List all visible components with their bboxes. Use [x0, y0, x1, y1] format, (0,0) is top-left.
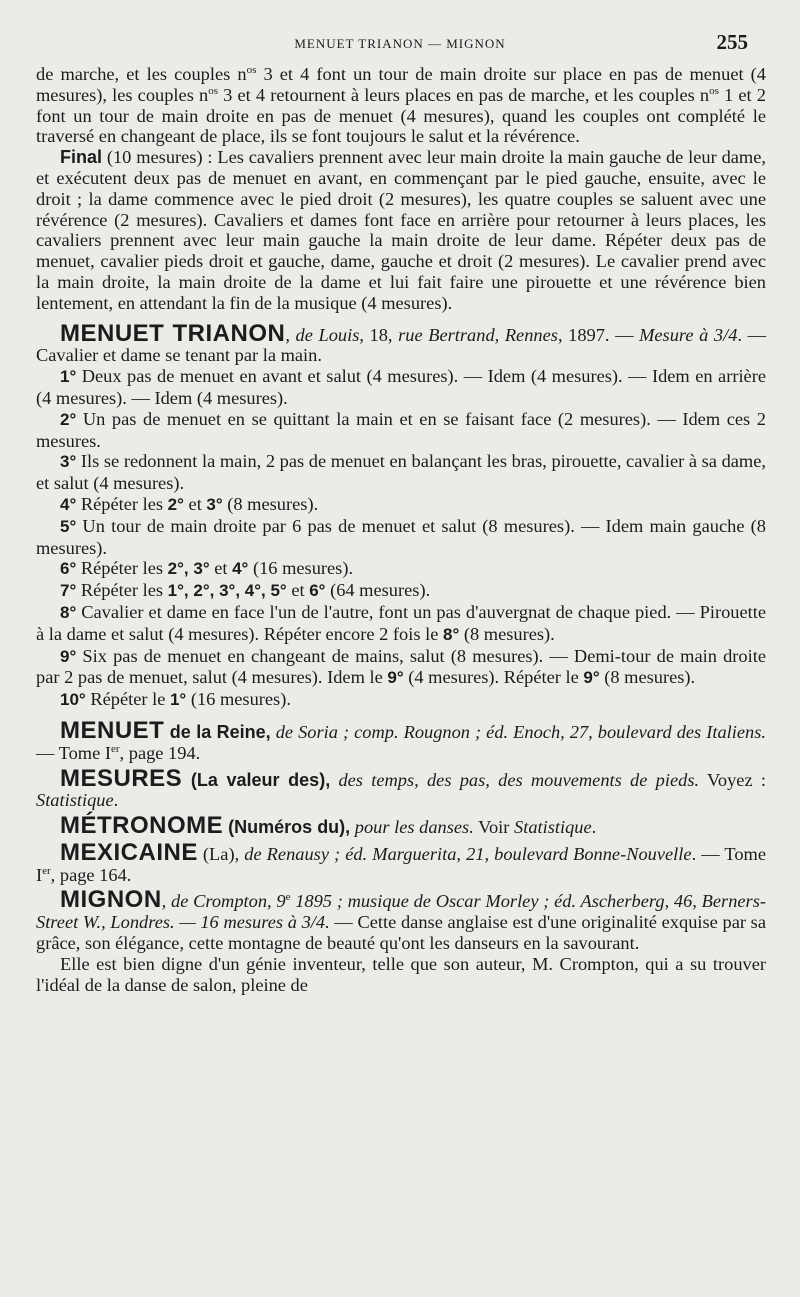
step-text: Deux pas de menuet en avant et salut (4 mesures). — Idem (4 mesures). — Idem en arrière (4 mesures). — Idem (4 mesures).	[36, 366, 766, 408]
step-text: (64 mesures).	[325, 580, 431, 601]
step-5	[36, 516, 766, 559]
intro-text: 3 et 4 retournent à leurs places en pas de marche, et les couples n	[217, 84, 710, 105]
step-7	[36, 580, 766, 602]
step-ref: 2°	[167, 494, 184, 514]
step-text: Répéter les	[76, 493, 168, 514]
step-text: (16 mesures).	[248, 558, 354, 579]
step-number: 10°	[60, 690, 86, 710]
final-label: Final	[60, 147, 103, 168]
superscript: os	[208, 84, 218, 97]
entry-measure: Mesure à 3/4	[639, 324, 738, 345]
step-ref: 4°	[232, 559, 249, 579]
step-text: et	[286, 580, 310, 601]
step-text: Un pas de menuet en se quittant la main et en se faisant face (2 mesures). — Idem ces 2 mesures.	[36, 408, 766, 451]
step-ref: 9°	[387, 668, 404, 688]
step-3	[36, 451, 766, 494]
step-text: Répéter les	[76, 558, 168, 579]
running-title: MENUET TRIANON — MIGNON	[294, 36, 506, 51]
step-number: 7°	[60, 581, 77, 601]
step-number: 5°	[60, 516, 77, 536]
superscript: er	[111, 742, 120, 755]
step-ref: 1°	[169, 690, 187, 710]
page-number: 255	[716, 30, 748, 54]
entry-text: .	[591, 817, 597, 838]
step-ref: 1°, 2°, 3°, 4°, 5°	[167, 581, 287, 601]
entry-title: MENUET TRIANON	[60, 319, 286, 347]
step-ref: 2°, 3°	[167, 559, 210, 579]
step-text: Ils se redonnent la main, 2 pas de menuet en balançant les bras, pirouette, cavalier à sa dame, et salut (4 mesures).	[36, 451, 766, 494]
step-text: Répéter le	[85, 689, 170, 710]
entry-text: Voyez :	[699, 769, 766, 790]
entry-text: Voir	[473, 817, 515, 838]
superscript: er	[42, 864, 51, 877]
superscript: e	[285, 891, 291, 904]
step-8	[36, 602, 766, 646]
page-body	[36, 64, 766, 995]
final-text: (10 mesures) : Les cavaliers prennent avec leur main droite la main gauche de leur dame, et exécutent deux pas de menuet en avant, en commençant par le pied gauche, ensuite, avec le droit ; la dame commence avec le pied droit (2 mesures), les quatre couples se saluent avec une révérence (2 mesures). Cavaliers et dames font face en arrière pour retourner à leurs places, les cavaliers prennent avec leur main gauche la main droite de leur dame. Répéter deux pas de menuet, cavalier pieds droit et gauche, dame, gauche et droit (2 mesures). Le cavalier prend avec la main droite, la main droite de la dame et lui fait faire une pirouette et une révérence bien lentement, en attendant la fin de la musique (4 mesures).	[36, 147, 766, 313]
entry-title: MENUET	[60, 716, 165, 744]
step-ref: 6°	[309, 581, 326, 601]
superscript: os	[709, 84, 719, 97]
mignon-paragraph: Elle est bien digne d'un génie inventeur, telle que son auteur, M. Crompton, qui a su trouver l'idéal de la danse de salon, pleine de	[36, 953, 766, 995]
entry-text: des temps, des pas, des mouvements de pieds.	[330, 769, 700, 790]
intro-text: 1 et 2 font un tour de main droite en pas de menuet (4 mesures), quand les couples ont complété le traversé en changeant de place, ils se font toujours le salut et la révérence.	[36, 84, 766, 147]
entry-title: MESURES	[60, 764, 183, 792]
step-text: (8 mesures).	[222, 493, 319, 514]
step-text: (4 mesures). Répéter le	[403, 667, 584, 688]
step-text: (16 mesures).	[186, 689, 291, 710]
step-text: et	[183, 493, 207, 514]
step-number: 8°	[60, 602, 77, 622]
entry-mesures	[36, 764, 766, 812]
step-number: 9°	[60, 646, 77, 666]
entry-text: — Cette danse anglaise est d'une originalité exquise par sa grâce, son élégance, cette montagne de beauté qu'ont les danseurs en la savourant.	[36, 912, 767, 954]
step-text: Répéter les	[76, 580, 168, 601]
step-6	[36, 558, 766, 580]
entry-text: . — Tome I	[36, 843, 766, 885]
step-text: (8 mesures).	[459, 623, 555, 644]
step-number: 4°	[60, 494, 77, 514]
step-2	[36, 409, 766, 452]
step-1	[36, 366, 766, 409]
entry-title: MIGNON	[60, 886, 162, 914]
entry-subtitle: de la Reine,	[164, 721, 271, 742]
entry-text: , page 164.	[50, 864, 132, 885]
intro-text: de marche, et les couples n	[36, 64, 247, 84]
entry-text: .	[113, 790, 119, 811]
step-9	[36, 646, 766, 690]
superscript: os	[246, 63, 257, 76]
entry-title: MÉTRONOME	[60, 812, 224, 840]
entry-subtitle: (Numéros du),	[223, 817, 351, 838]
step-number: 6°	[60, 559, 77, 579]
step-text: Un tour de main droite par 6 pas de menuet et salut (8 mesures). — Idem main gauche (8 mesures).	[36, 515, 766, 558]
entry-reference: Statistique	[514, 817, 592, 838]
entry-text: (La),	[197, 843, 245, 864]
step-number: 2°	[60, 409, 77, 429]
entry-text: , 18,	[359, 324, 399, 345]
step-text: et	[209, 558, 233, 579]
step-text: Cavalier et dame en face l'un de l'autre, font un pas d'auvergnat de chaque pied. — Pirouette à la dame et salut (4 mesures). Répéter encore 2 fois le	[36, 601, 766, 644]
entry-source: de Renausy ; éd. Marguerita, 21, boulevard Bonne-Nouvelle	[244, 843, 692, 864]
entry-title: MEXICAINE	[60, 838, 198, 866]
entry-reference: Statistique	[36, 790, 114, 811]
step-10	[36, 689, 766, 711]
page-header	[0, 30, 800, 58]
step-text: (8 mesures).	[599, 667, 696, 688]
step-ref: 9°	[583, 668, 600, 688]
entry-metronome	[36, 812, 766, 840]
step-ref: 8°	[442, 624, 460, 644]
entry-source: , de Crompton, 9	[161, 891, 286, 912]
entry-subtitle: (La valeur des),	[182, 769, 331, 790]
entry-source: de Soria ; comp. Rougnon ; éd. Enoch, 27, boulevard des Italiens.	[270, 721, 767, 742]
entry-menuet-reine	[36, 716, 767, 764]
step-text: Six pas de menuet en changeant de mains, salut (8 mesures). — Demi-tour de main droite par 2 pas de menuet, salut (4 mesures). Idem le	[36, 645, 766, 688]
step-number: 1°	[60, 367, 77, 387]
entry-text: pour les danses.	[350, 817, 474, 838]
separator: ,	[285, 324, 296, 345]
entry-source: 1895 ; musique de Oscar Morley ; éd. Ascherberg, 46, Berners-Street W., Londres. — 16 mesures à 3/4.	[36, 891, 766, 933]
entry-address: rue Bertrand, Rennes	[398, 324, 558, 345]
entry-menuet-trianon	[36, 319, 766, 367]
entry-mexicaine	[36, 838, 766, 886]
entry-text: — Tome I	[36, 742, 111, 763]
entry-text: . — Cavalier et dame se tenant par la main.	[36, 324, 766, 366]
final-paragraph	[36, 147, 766, 313]
intro-paragraph	[36, 64, 766, 147]
entry-text: , page 194.	[119, 742, 201, 763]
step-4	[36, 494, 766, 516]
step-number: 3°	[60, 452, 77, 472]
step-ref: 3°	[206, 494, 223, 514]
entry-year: , 1897. —	[557, 324, 640, 345]
intro-text: 3 et 4 font un tour de main droite sur place en pas de menuet (4 mesures), les couples n	[36, 64, 766, 105]
entry-mignon	[36, 886, 767, 954]
entry-source: de Louis	[295, 324, 360, 345]
